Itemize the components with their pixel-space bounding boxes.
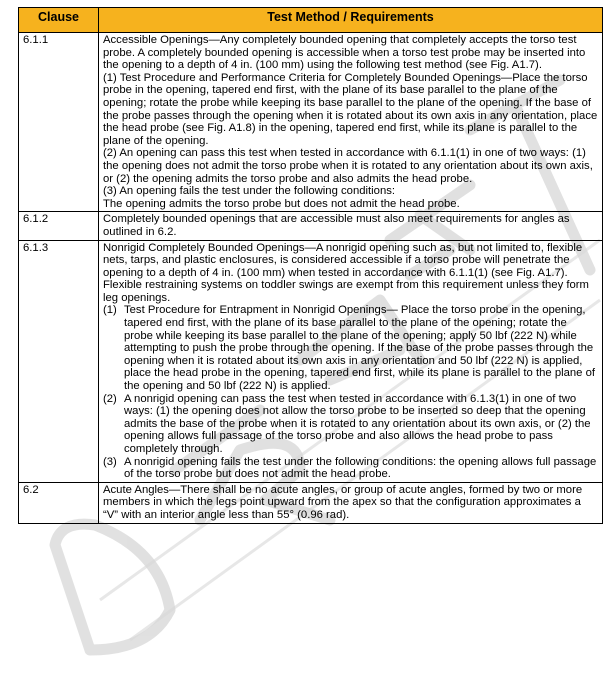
clause-column-header: Clause	[19, 8, 99, 33]
list-item-text: A nonrigid opening fails the test under the following conditions: the opening allows full passage of the torso probe but does not admit the head probe.	[124, 455, 597, 481]
list-item-text: Test Procedure for Entrapment in Nonrigid Openings— Place the torso probe in the opening, tapered end first, with the plane of its base parallel to the plane of the opening; rotate the probe while keeping its base parallel to the plane of the opening; apply 50 lbf (222 N) while attempting to push the probe through the opening. If the base of the probe passes through the opening when it is rotated about its own axis in any orientation and 50 lbf (222 N) is applied, place the head probe in the opening, tapered end first, while its plane is parallel to the plane of the opening and 50 lbf (222 N) is applied.	[124, 304, 596, 393]
paragraph: Nonrigid Completely Bounded Openings—A nonrigid opening such as, but not limited to, flexible nets, tarps, and plastic enclosures, is considered accessible if a torso probe will penetrate the opening to a depth of 4 in. (100 mm) when tested in accordance with 6.1.1(1) (see Fig. A1.7). Flexible restraining systems on toddler swings are exempt from this requirement unless they form leg openings.	[103, 241, 589, 304]
paragraph: (2) An opening can pass this test when tested in accordance with 6.1.1(1) in one of two ways: (1) the opening does not admit the torso probe when it is rotated to any orientation about its own axis, or (2) the opening admits the torso probe and also admits the head probe.	[103, 147, 593, 185]
list-item	[103, 393, 598, 456]
paragraph: (3) An opening fails the test under the following conditions:	[103, 185, 396, 198]
numbered-list	[103, 304, 598, 480]
table-row	[19, 240, 603, 482]
requirements-table	[18, 7, 603, 524]
table-header-row	[19, 8, 603, 33]
requirements-cell	[99, 482, 603, 523]
requirements-cell	[99, 240, 603, 482]
paragraph: (1) Test Procedure and Performance Criteria for Completely Bounded Openings—Place the torso probe in the opening, tapered end first, with the plane of its base parallel to the plane of the opening; rotate the probe while keeping its base parallel to the plane of the opening. If the base of the probe passes through the opening when it is rotated about its own axis in any orientation, place the head probe (see Fig. A1.8) in the opening, tapered end first, while its plane is parallel to the plane of the opening.	[103, 71, 598, 147]
table-row	[19, 212, 603, 240]
clause-cell: 6.1.1	[19, 33, 99, 212]
list-item	[103, 304, 598, 392]
paragraph: The opening admits the torso probe but does not admit the head probe.	[103, 197, 460, 210]
requirements-cell	[99, 212, 603, 240]
requirements-column-header: Test Method / Requirements	[99, 8, 603, 33]
paragraph: Acute Angles—There shall be no acute angles, or group of acute angles, formed by two or more members in which the legs point upward from the apex so that the configuration approximates a “V” with an interior angle less than 55° (0.96 rad).	[103, 483, 583, 521]
paragraph: Accessible Openings—Any completely bounded opening that completely accepts the torso test probe. A completely bounded opening is accessible when a torso test probe may be inserted into the opening to a depth of 4 in. (100 mm) using the following test method (see Fig. A1.7).	[103, 34, 586, 72]
requirements-cell	[99, 33, 603, 212]
list-item-number: (1)	[103, 304, 117, 317]
list-item-number: (2)	[103, 392, 117, 405]
list-item-text: A nonrigid opening can pass the test when tested in accordance with 6.1.3(1) in one of two ways: (1) the opening does not allow the torso probe to be inserted so deep that the opening admits the base of the probe when it is rotated to any orientation about its own axis, or (2) the opening allows full passage of the torso probe and also allows the head probe to pass completely through.	[124, 392, 591, 455]
clause-cell: 6.1.3	[19, 240, 99, 482]
paragraph: Completely bounded openings that are accessible must also meet requirements for angles as outlined in 6.2.	[103, 213, 570, 238]
table-row	[19, 33, 603, 212]
list-item	[103, 456, 598, 481]
list-item-number: (3)	[103, 455, 117, 468]
clause-cell: 6.2	[19, 482, 99, 523]
table-row	[19, 482, 603, 523]
clause-cell: 6.1.2	[19, 212, 99, 240]
